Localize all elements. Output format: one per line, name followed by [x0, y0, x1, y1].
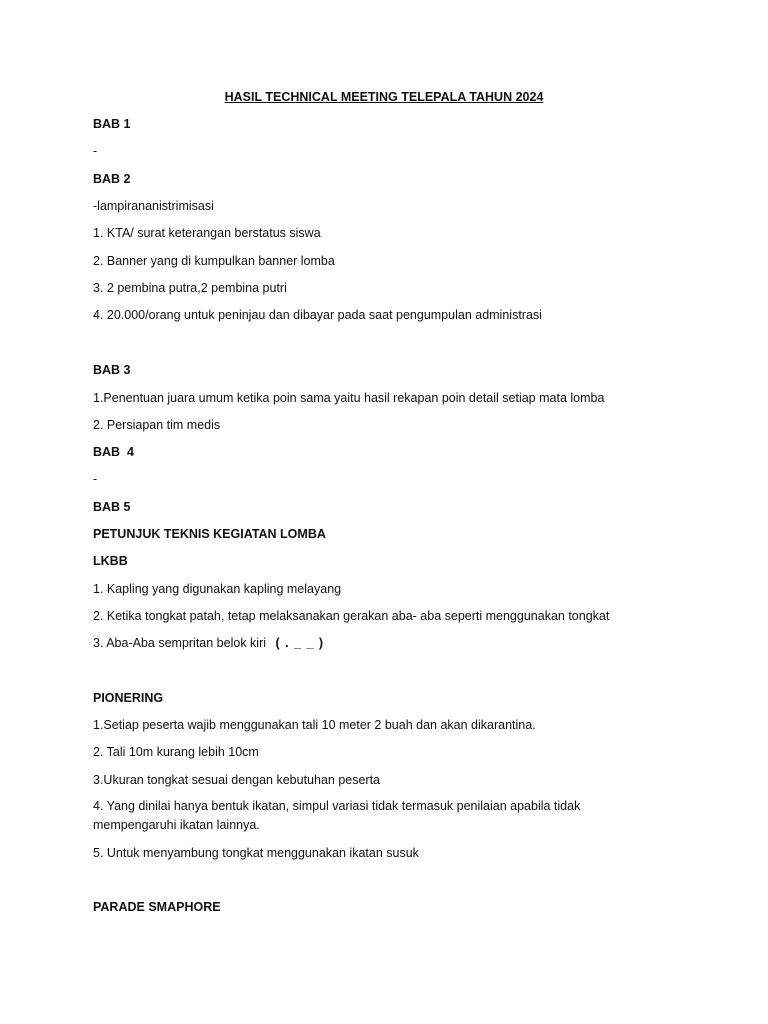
bab2-item: 1. KTA/ surat keterangan berstatus siswa [93, 226, 321, 240]
lkbb-item: 1. Kapling yang digunakan kapling melayang [93, 582, 342, 596]
bab3-item: 2. Persiapan tim medis [93, 418, 221, 432]
bab5-heading: BAB 5 [93, 500, 131, 514]
bab3-item: 1.Penentuan juara umum ketika poin sama yaitu hasil rekapan poin detail setiap mata lomba [93, 391, 605, 405]
bab2-item: 2. Banner yang di kumpulkan banner lomba [93, 254, 335, 268]
bab3-heading: BAB 3 [93, 363, 131, 377]
bab2-heading: BAB 2 [93, 172, 131, 186]
bab4-item: - [93, 472, 98, 486]
pionering-item: 5. Untuk menyambung tongkat menggunakan ikatan susuk [93, 846, 419, 860]
pionering-heading: PIONERING [93, 691, 164, 705]
pionering-item: 4. Yang dinilai hanya bentuk ikatan, simpul variasi tidak termasuk penilaian apabila tidak mempengaruhi ikatan lainnya. [93, 799, 581, 832]
bab5-subheading: PETUNJUK TEKNIS KEGIATAN LOMBA [93, 527, 326, 541]
document-title: HASIL TECHNICAL MEETING TELEPALA TAHUN 2024 [224, 90, 544, 104]
parade-heading: PARADE SMAPHORE [93, 900, 221, 914]
lkbb-item: 2. Ketika tongkat patah, tetap melaksanakan gerakan aba- aba seperti menggunakan tongkat [93, 609, 610, 623]
bab2-item: 4. 20.000/orang untuk peninjau dan dibayar pada saat pengumpulan administrasi [93, 308, 542, 322]
pionering-item: 1.Setiap peserta wajib menggunakan tali 10 meter 2 buah dan akan dikarantina. [93, 718, 536, 732]
lkbb-item-signal-row [93, 635, 324, 651]
bab2-item: -lampirananistrimisasi [93, 199, 214, 213]
bab2-item: 3. 2 pembina putra,2 pembina putri [93, 281, 287, 295]
bab1-heading: BAB 1 [93, 117, 131, 131]
lkbb-item: 3. Aba-Aba sempritan belok kiri [93, 636, 270, 650]
bab4-heading: BAB 4 [93, 445, 134, 459]
bab1-item: - [93, 144, 98, 158]
lkbb-heading: LKBB [93, 554, 128, 568]
pionering-item: 3.Ukuran tongkat sesuai dengan kebutuhan peserta [93, 773, 381, 787]
whistle-signal: ( . _ _ ) [275, 636, 325, 650]
pionering-item: 2. Tali 10m kurang lebih 10cm [93, 745, 259, 759]
